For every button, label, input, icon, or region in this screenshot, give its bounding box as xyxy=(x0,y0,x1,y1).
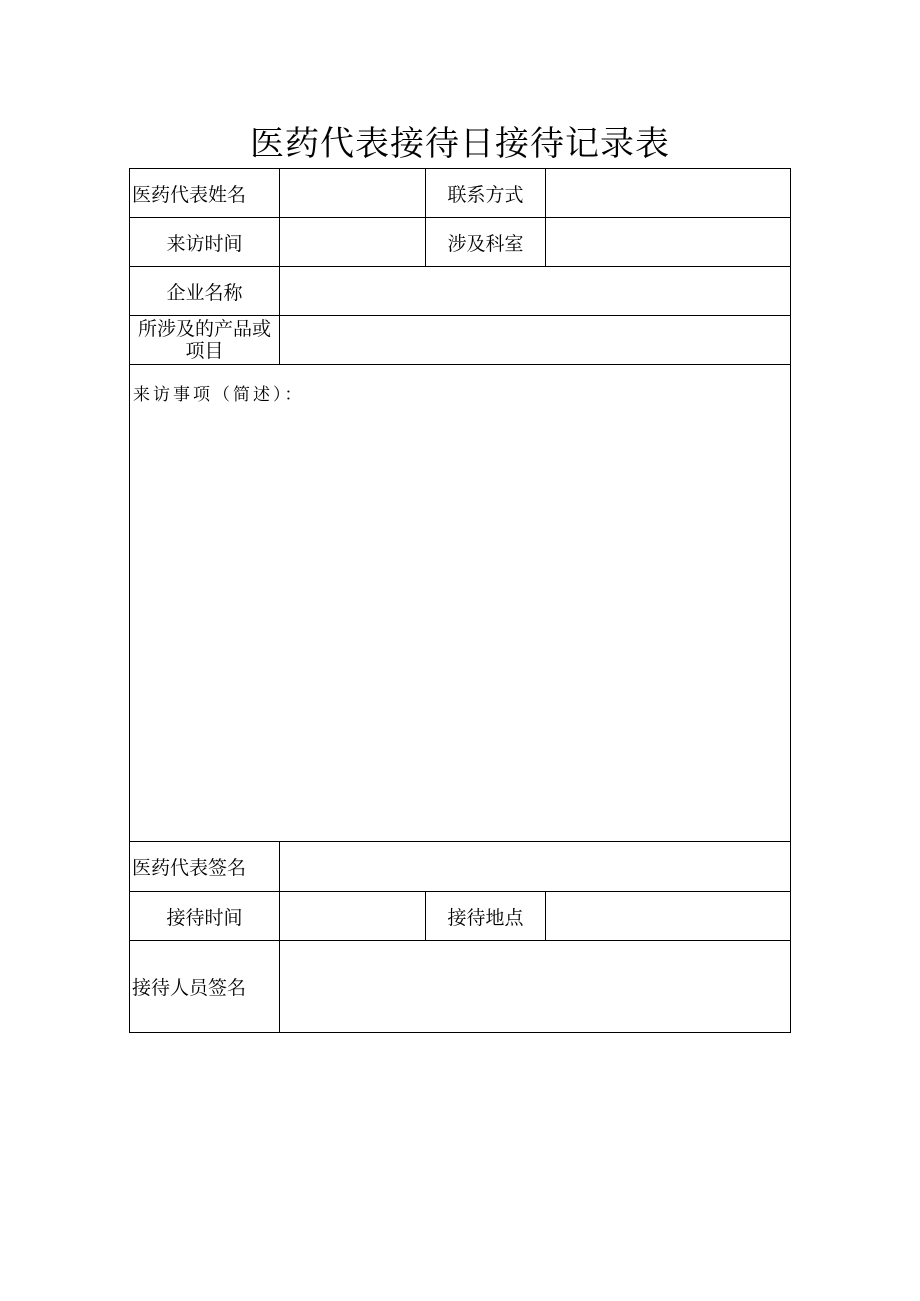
department-field[interactable] xyxy=(546,218,791,267)
reception-place-field[interactable] xyxy=(546,892,791,941)
visit-time-field[interactable] xyxy=(280,218,426,267)
row-rep-signature xyxy=(130,842,791,892)
row-reception xyxy=(130,892,791,941)
row-rep-name xyxy=(130,169,791,218)
row-product xyxy=(130,316,791,365)
contact-label: 联系方式 xyxy=(426,169,546,218)
staff-signature-label: 接待人员签名 xyxy=(130,941,280,1033)
product-label xyxy=(130,316,280,365)
department-label: 涉及科室 xyxy=(426,218,546,267)
company-field[interactable] xyxy=(280,267,791,316)
visit-time-label: 来访时间 xyxy=(130,218,280,267)
reception-time-label: 接待时间 xyxy=(130,892,280,941)
notes-label: 来访事项（简述）： xyxy=(133,385,305,405)
row-staff-signature xyxy=(130,941,791,1033)
staff-signature-field[interactable] xyxy=(280,941,791,1033)
row-visit-time xyxy=(130,218,791,267)
visit-record-form xyxy=(129,168,791,1033)
product-label-line-2: 项目 xyxy=(185,340,224,362)
row-company xyxy=(130,267,791,316)
reception-time-field[interactable] xyxy=(280,892,426,941)
row-notes xyxy=(130,365,791,842)
product-label-line-1: 所涉及的产品或 xyxy=(137,318,271,340)
rep-signature-label: 医药代表签名 xyxy=(130,842,280,892)
reception-place-label: 接待地点 xyxy=(426,892,546,941)
notes-area[interactable] xyxy=(130,365,791,842)
form-title: 医药代表接待日接待记录表 xyxy=(250,124,670,164)
product-field[interactable] xyxy=(280,316,791,365)
rep-name-field[interactable] xyxy=(280,169,426,218)
company-label: 企业名称 xyxy=(130,267,280,316)
rep-signature-field[interactable] xyxy=(280,842,791,892)
contact-field[interactable] xyxy=(546,169,791,218)
rep-name-label: 医药代表姓名 xyxy=(130,169,280,218)
